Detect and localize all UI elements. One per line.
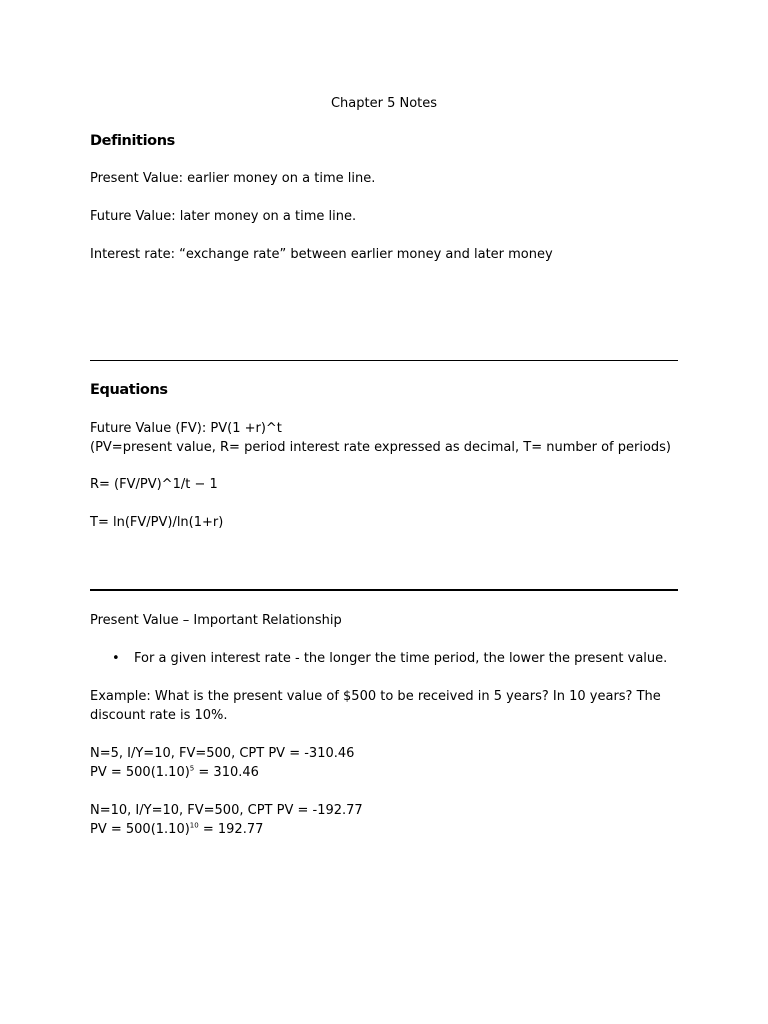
calc2-formula-result: = 192.77 <box>198 822 264 837</box>
equation-rate: R= (FV/PV)^1/t − 1 <box>90 477 218 492</box>
definition-present-value: Present Value: earlier money on a time line. <box>90 171 376 186</box>
calc2-exponent: 10 <box>189 821 199 830</box>
bullet-icon: • <box>112 651 120 666</box>
relationship-heading: Present Value – Important Relationship <box>90 613 342 628</box>
equation-legend: (PV=present value, R= period interest rate expressed as decimal, T= number of periods) <box>90 440 672 455</box>
calculation-1-formula <box>90 763 259 782</box>
calc2-formula-base: PV = 500(1.10) <box>90 822 190 837</box>
calc1-formula-base: PV = 500(1.10) <box>90 765 190 780</box>
calculation-2-formula <box>90 820 263 839</box>
bullet-item <box>112 649 667 668</box>
equation-time: T= ln(FV/PV)/ln(1+r) <box>90 515 224 530</box>
calc1-exponent: 5 <box>189 764 195 773</box>
section-divider-1 <box>90 360 678 361</box>
example-question: Example: What is the present value of $500 to be received in 5 years? In 10 years? The discount rate is 10%. <box>90 689 661 723</box>
equation-future-value: Future Value (FV): PV(1 +r)^t <box>90 421 282 436</box>
definition-future-value: Future Value: later money on a time line. <box>90 209 357 224</box>
definition-interest-rate: Interest rate: “exchange rate” between earlier money and later money <box>90 247 553 262</box>
page-title: Chapter 5 Notes <box>330 96 438 111</box>
bullet-text: For a given interest rate - the longer the time period, the lower the present value. <box>134 651 668 666</box>
section-divider-2 <box>90 589 678 591</box>
calculation-1-keystrokes: N=5, I/Y=10, FV=500, CPT PV = -310.46 <box>90 746 355 761</box>
equations-heading: Equations <box>90 382 168 398</box>
calculation-2-keystrokes: N=10, I/Y=10, FV=500, CPT PV = -192.77 <box>90 803 363 818</box>
calc1-formula-result: = 310.46 <box>194 765 259 780</box>
definitions-heading: Definitions <box>90 133 175 149</box>
